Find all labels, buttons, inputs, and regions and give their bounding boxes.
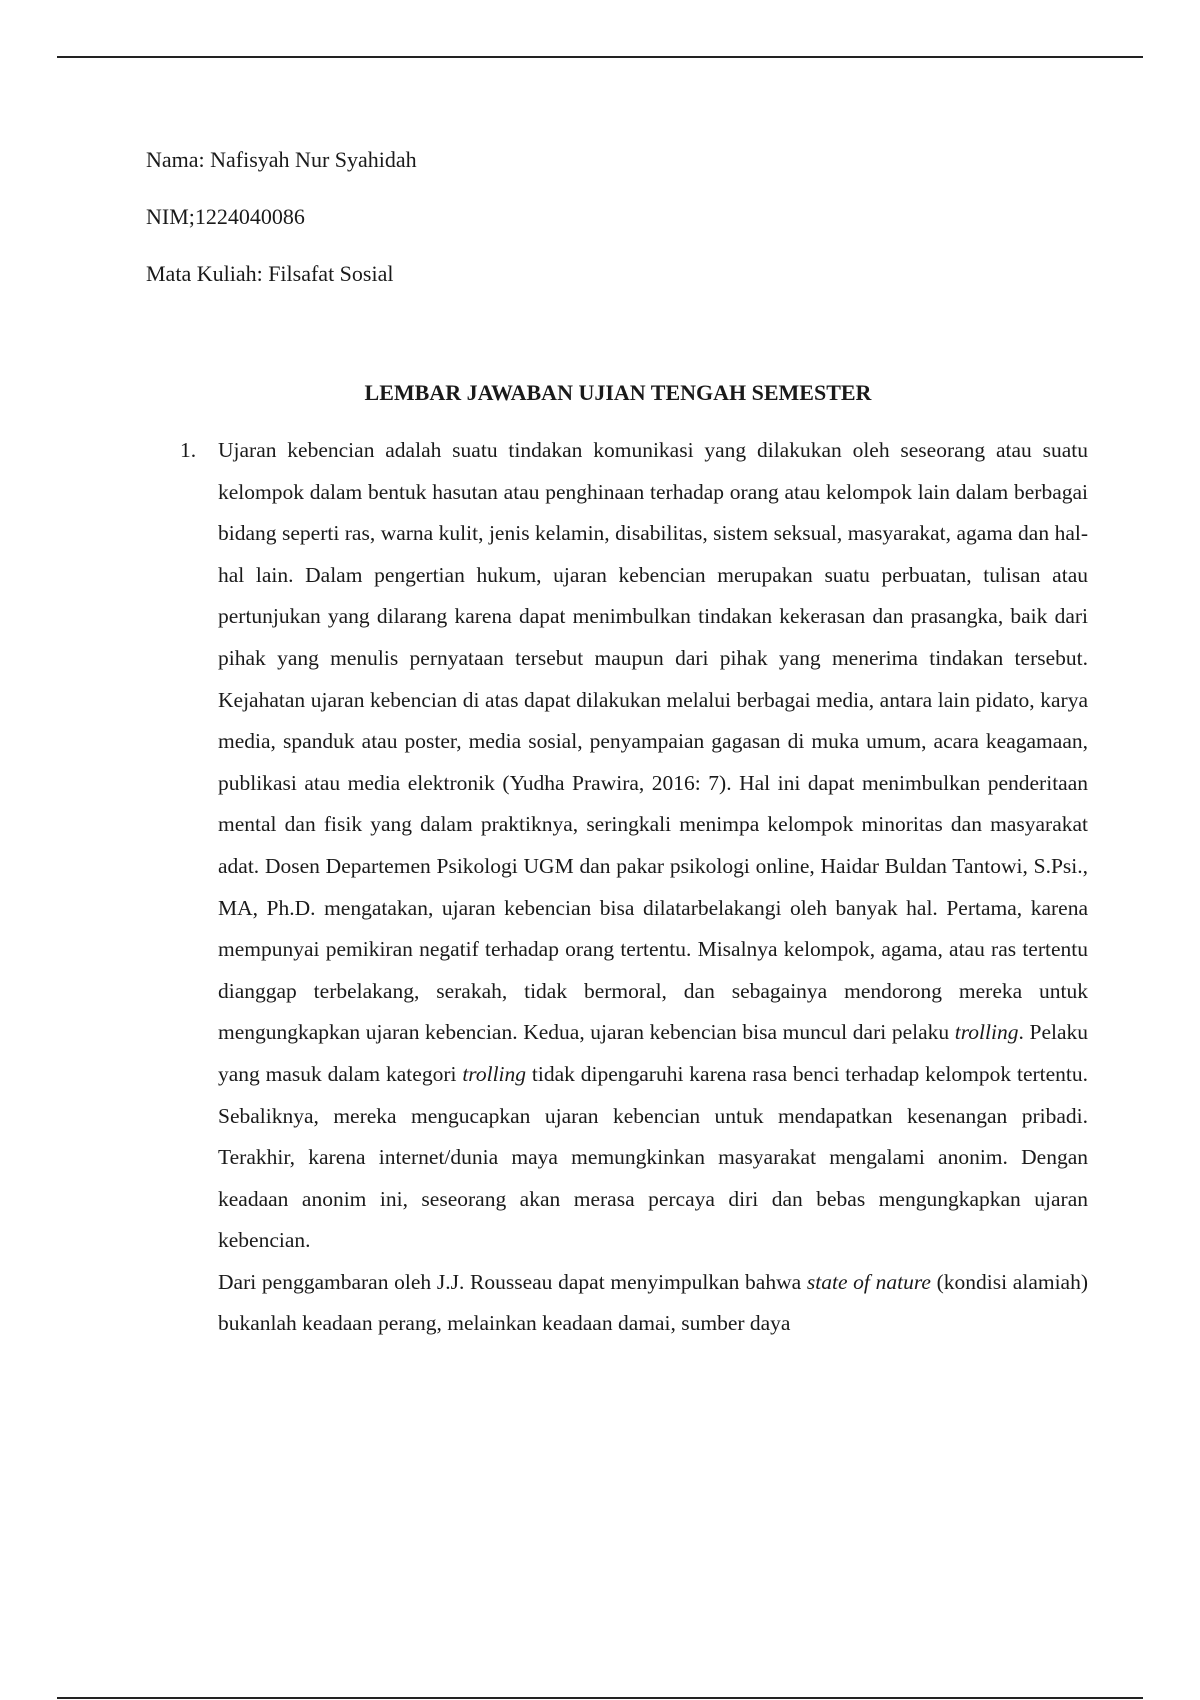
answer-number: 1. (180, 438, 197, 462)
italic-term: trolling (954, 1020, 1019, 1045)
page-title: LEMBAR JAWABAN UJIAN TENGAH SEMESTER (364, 380, 872, 405)
student-name: Nama: Nafisyah Nur Syahidah (146, 147, 417, 172)
top-rule (57, 56, 1143, 58)
answer-paragraph (218, 1262, 1088, 1345)
italic-term: trolling (462, 1061, 527, 1086)
paragraph-text: tidak dipengaruhi karena rasa benci terhadap kelompok tertentu. Sebaliknya, mereka mengucapkan ujaran kebencian untuk mendapatkan kesenangan pribadi. Terakhir, karena internet/dunia maya memungkinkan masyarakat mengalami anonim. Dengan keadaan anonim ini, seseorang akan merasa percaya diri dan bebas mengungkapkan ujaran kebencian. (218, 1061, 1089, 1253)
answer-paragraph (218, 430, 1088, 1262)
student-info (146, 146, 417, 317)
course-name: Mata Kuliah: Filsafat Sosial (146, 261, 394, 286)
student-nim: NIM;1224040086 (146, 204, 305, 229)
paragraph-text: . Pelaku yang masuk dalam kategori (218, 1020, 1088, 1086)
italic-term: state of nature (806, 1269, 931, 1294)
bottom-rule (57, 1697, 1143, 1699)
paragraph-text: Ujaran kebencian adalah suatu tindakan komunikasi yang dilakukan oleh seseorang atau suatu kelompok dalam bentuk hasutan atau penghinaan terhadap orang atau kelompok lain dalam berbagai bidang seperti ras, warna kulit, jenis kelamin, disabilitas, sistem seksual, masyarakat, agama dan hal-hal lain. Dalam pengertian hukum, ujaran kebencian merupakan suatu perbuatan, tulisan atau pertunjukan yang dilarang karena dapat menimbulkan tindakan kekerasan dan prasangka, baik dari pihak yang menulis pernyataan tersebut maupun dari pihak yang menerima tindakan tersebut. Kejahatan ujaran kebencian di atas dapat dilakukan melalui berbagai media, antara lain pidato, karya media, spanduk atau poster, media sosial, penyampaian gagasan di muka umum, acara keagamaan, publikasi atau media elektronik (Yudha Prawira, 2016: 7). Hal ini dapat menimbulkan penderitaan mental dan fisik yang dalam praktiknya, seringkali menimpa kelompok minoritas dan masyarakat adat. Dosen Departemen Psikologi UGM dan pakar psikologi online, Haidar Buldan Tantowi, S.Psi., MA, Ph.D. mengatakan, ujaran kebencian bisa dilatarbelakangi oleh banyak hal. Pertama, karena mempunyai pemikiran negatif terhadap orang tertentu. Misalnya kelompok, agama, atau ras tertentu dianggap terbelakang, serakah, tidak bermoral, dan sebagainya mendorong mereka untuk mengungkapkan ujaran kebencian. Kedua, ujaran kebencian bisa muncul dari pelaku (218, 438, 1088, 1045)
paragraph-text: Dari penggambaran oleh J.J. Rousseau dapat menyimpulkan bahwa (218, 1269, 802, 1294)
answer-list (180, 430, 1089, 1345)
answer-item (180, 430, 1089, 1345)
paragraph-text: (kondisi alamiah) bukanlah keadaan perang, melainkan keadaan damai, sumber daya (218, 1269, 1089, 1336)
